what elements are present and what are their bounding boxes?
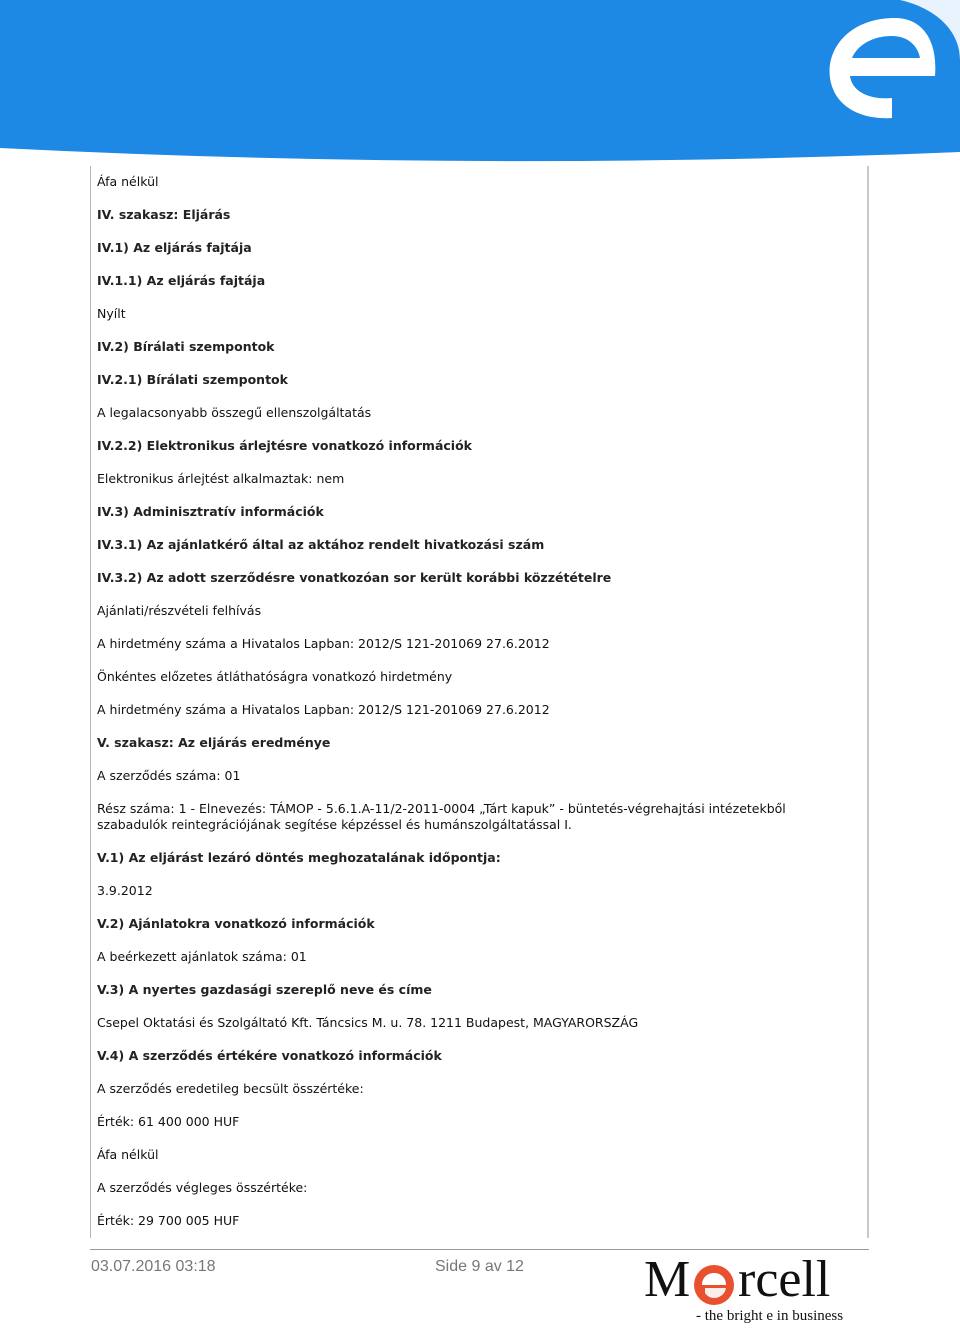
final-value: Érték: 29 700 005 HUF bbox=[97, 1213, 240, 1228]
header-banner bbox=[0, 0, 960, 162]
iv-3-1-heading: IV.3.1) Az ajánlatkérő által az aktához rendelt hivatkozási szám bbox=[97, 537, 545, 552]
contract-number: A szerződés száma: 01 bbox=[97, 768, 241, 783]
footer-datetime: 03.07.2016 03:18 bbox=[91, 1258, 216, 1275]
notice-type-1: Ajánlati/részvételi felhívás bbox=[97, 603, 262, 618]
logo-letter-m: M bbox=[644, 1251, 691, 1308]
final-value-label: A szerződés végleges összértéke: bbox=[97, 1180, 308, 1195]
v-2-heading: V.2) Ajánlatokra vonatkozó információk bbox=[97, 916, 375, 931]
initial-value-label: A szerződés eredetileg becsült összértéke: bbox=[97, 1081, 364, 1096]
offers-received: A beérkezett ajánlatok száma: 01 bbox=[97, 949, 307, 964]
iv-1-1-heading: IV.1.1) Az eljárás fajtája bbox=[97, 273, 266, 288]
footer-divider bbox=[90, 1249, 869, 1250]
iv-2-1-heading: IV.2.1) Bírálati szempontok bbox=[97, 372, 288, 387]
section-v-heading: V. szakasz: Az eljárás eredménye bbox=[97, 735, 331, 750]
iv-2-heading: IV.2) Bírálati szempontok bbox=[97, 339, 275, 354]
procedure-type: Nyílt bbox=[97, 306, 126, 321]
v-1-heading: V.1) Az eljárást lezáró döntés meghozatalának időpontja: bbox=[97, 850, 501, 865]
award-criteria: A legalacsonyabb összegű ellenszolgáltatás bbox=[97, 405, 372, 420]
lot-description: Rész száma: 1 - Elnevezés: TÁMOP - 5.6.1.A-11/2-2011-0004 „Tárt kapuk” - büntetés-végrehajtási intézetekből szabadulók reintegrációjának segítése képzéssel és humánszolgáltatással I. bbox=[97, 801, 786, 832]
logo-e-icon bbox=[692, 1264, 736, 1306]
e-auction-note: Elektronikus árlejtést alkalmaztak: nem bbox=[97, 471, 345, 486]
winner-name-address: Csepel Oktatási és Szolgáltató Kft. Táncsics M. u. 78. 1211 Budapest, MAGYARORSZÁG bbox=[97, 1015, 639, 1030]
section-iv-heading: IV. szakasz: Eljárás bbox=[97, 207, 231, 222]
vat-note-2: Áfa nélkül bbox=[97, 1147, 159, 1162]
v-4-heading: V.4) A szerződés értékére vonatkozó információk bbox=[97, 1048, 442, 1063]
decision-date: 3.9.2012 bbox=[97, 883, 153, 898]
logo-tagline: - the bright e in business bbox=[696, 1308, 844, 1324]
v-3-heading: V.3) A nyertes gazdasági szereplő neve és címe bbox=[97, 982, 432, 997]
vat-note: Áfa nélkül bbox=[97, 174, 159, 189]
logo-letters-rcell: rcell bbox=[738, 1251, 831, 1308]
iv-3-heading: IV.3) Adminisztratív információk bbox=[97, 504, 324, 519]
initial-value: Érték: 61 400 000 HUF bbox=[97, 1114, 240, 1129]
iv-3-2-heading: IV.3.2) Az adott szerződésre vonatkozóan sor került korábbi közzétételre bbox=[97, 570, 612, 585]
notice-number-2: A hirdetmény száma a Hivatalos Lapban: 2012/S 121-201069 27.6.2012 bbox=[97, 702, 550, 717]
footer-page-number: Side 9 av 12 bbox=[435, 1258, 524, 1275]
iv-2-2-heading: IV.2.2) Elektronikus árlejtésre vonatkozó információk bbox=[97, 438, 472, 453]
iv-1-heading: IV.1) Az eljárás fajtája bbox=[97, 240, 252, 255]
notice-type-2: Önkéntes előzetes átláthatóságra vonatkozó hirdetmény bbox=[97, 669, 453, 684]
notice-number-1: A hirdetmény száma a Hivatalos Lapban: 2012/S 121-201069 27.6.2012 bbox=[97, 636, 550, 651]
